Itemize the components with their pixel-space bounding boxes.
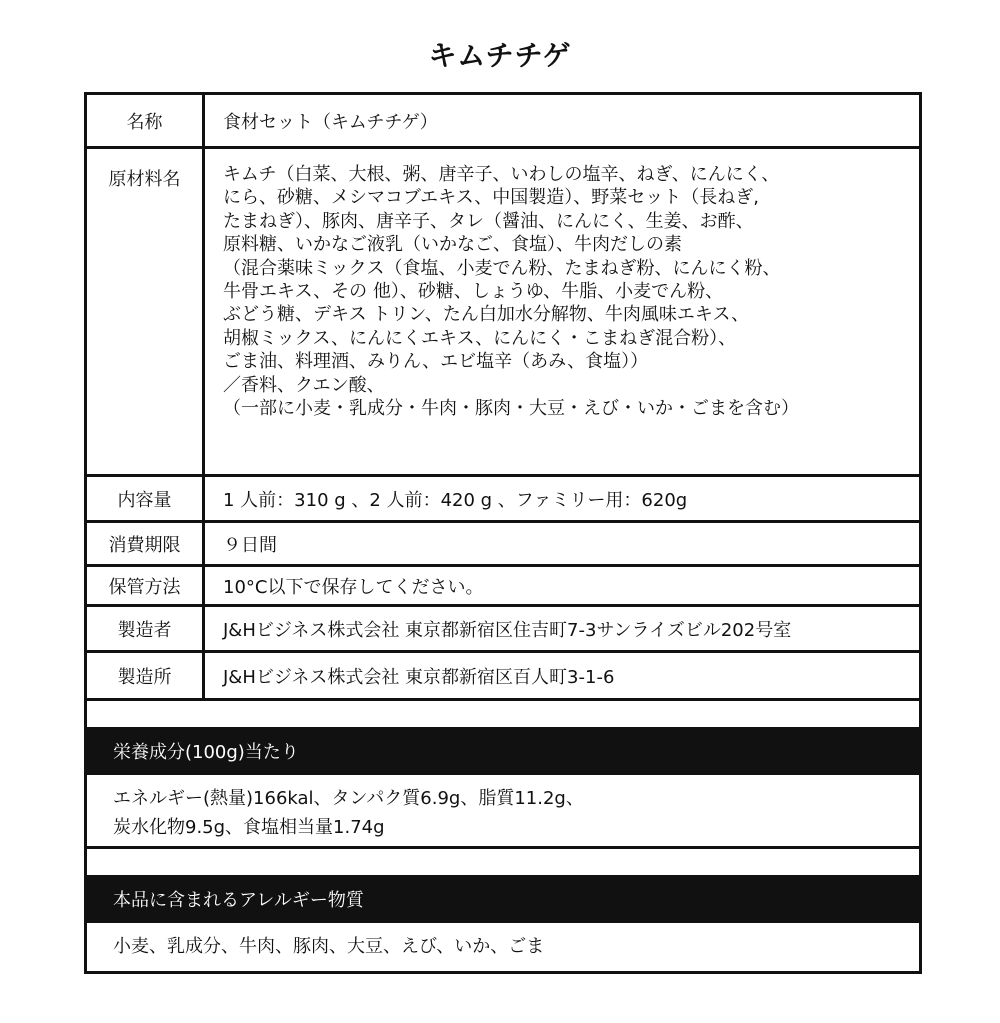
storage-label: 保管方法 — [87, 567, 205, 604]
expiry-value: ９日間 — [223, 534, 277, 556]
row-manufacturer — [87, 607, 919, 653]
ingredients-line: ごま油、料理酒、みりん、エビ塩辛（あみ、食塩）） — [223, 351, 649, 373]
allergens-section — [87, 923, 919, 971]
nutrition-text — [113, 784, 584, 842]
factory-value: J&Hビジネス株式会社 東京都新宿区百人町3-1-6 — [223, 666, 615, 688]
manufacturer-label: 製造者 — [87, 607, 205, 650]
ingredients-line: 胡椒ミックス、にんにくエキス、にんにく・こまねぎ混合粉）、 — [223, 327, 737, 349]
ingredients-line: キムチ（白菜、大根、粥、唐辛子、いわしの塩辛、ねぎ、にんにく、 — [223, 164, 780, 185]
allergens-text: 小麦、乳成分、牛肉、豚肉、大豆、えび、いか、ごま — [113, 936, 545, 957]
ingredients-line: （一部に小麦・乳成分・牛肉・豚肉・大豆・えび・いか・ごまを含む） — [223, 398, 799, 420]
manufacturer-value: J&Hビジネス株式会社 東京都新宿区住吉町7-3サンライズビル202号室 — [223, 619, 792, 641]
allergens-heading: 本品に含まれるアレルギー物質 — [87, 875, 919, 923]
ingredients-line: にら、砂糖、メシマコブエキス、中国製造）、野菜セット（長ねぎ, — [223, 187, 759, 209]
ingredients-text — [223, 163, 913, 420]
spacer-row — [87, 849, 919, 875]
page-title: キムチチゲ — [428, 39, 572, 72]
expiry-label: 消費期限 — [87, 523, 205, 564]
ingredients-label: 原材料名 — [87, 149, 205, 474]
ingredients-line: （混合薬味ミックス（食塩、小麦でん粉、たまねぎ粉、にんにく粉、 — [223, 257, 781, 279]
ingredients-line: 牛骨エキス、その 他）、砂糖、しょうゆ、牛脂、小麦でん粉、 — [223, 281, 724, 303]
row-ingredients — [87, 149, 919, 477]
nutrition-heading: 栄養成分(100g)当たり — [87, 727, 919, 775]
spacer-row — [87, 701, 919, 727]
content-value: 1 人前：310 g 、2 人前：420 g 、ファミリー用：620g — [223, 489, 688, 511]
row-expiry — [87, 523, 919, 567]
row-storage — [87, 567, 919, 607]
row-content — [87, 477, 919, 523]
ingredients-line: ／香料、クエン酸、 — [223, 374, 385, 396]
name-label: 名称 — [87, 95, 205, 146]
ingredients-line: 原料糖、いかなご液乳（いかなご、食塩）、牛肉だしの素 — [223, 234, 682, 256]
nutrition-section — [87, 775, 919, 849]
nutrition-line-1: エネルギー(熱量)166kal、タンパク質6.9g、脂質11.2g、 — [113, 788, 584, 809]
label-table — [84, 92, 922, 974]
ingredients-line: たまねぎ）、豚肉、唐辛子、タレ（醤油、にんにく、生姜、お酢、 — [223, 210, 754, 232]
ingredients-line: ぶどう糖、デキス トリン、たん白加水分解物、牛肉風味エキス、 — [223, 304, 750, 326]
row-factory — [87, 653, 919, 701]
storage-value: 10°C以下で保存してください。 — [223, 576, 484, 598]
nutrition-line-2: 炭水化物9.5g、食塩相当量1.74g — [113, 817, 385, 838]
factory-label: 製造所 — [87, 653, 205, 698]
row-name — [87, 95, 919, 149]
name-value: 食材セット（キムチチゲ） — [223, 111, 438, 133]
content-label: 内容量 — [87, 477, 205, 520]
